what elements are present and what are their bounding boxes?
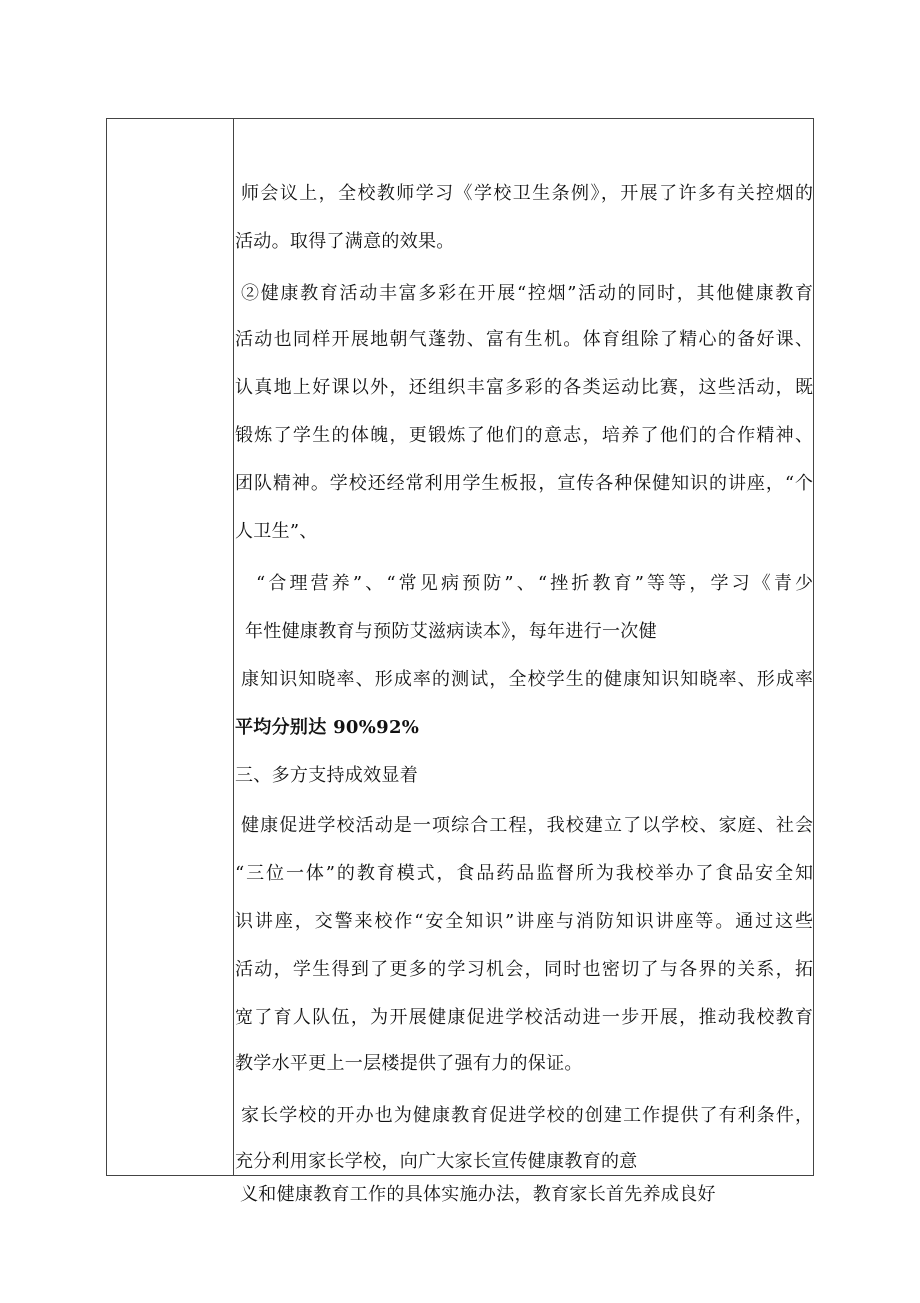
paragraph-line: 活动。取得了满意的效果。	[235, 231, 455, 252]
paragraph-line: 年性健康教育与预防艾滋病读本》，每年进行一次健	[245, 621, 657, 642]
paragraph-line: 识讲座，交警来校作“安全知识”讲座与消防知识讲座等。通过这些	[235, 911, 813, 932]
paragraph-line: 锻炼了学生的体魄，更锻炼了他们的意志，培养了他们的合作精神、	[235, 425, 813, 446]
paragraph-line: 师会议上，全校教师学习《学校卫生条例》，开展了许多有关控烟的	[241, 183, 813, 204]
paragraph-line: 活动，学生得到了更多的学习机会，同时也密切了与各界的关系，拓	[235, 959, 813, 980]
paragraph-line: 家长学校的开办也为健康教育促进学校的创建工作提供了有利条件，	[241, 1105, 813, 1126]
paragraph-line: 团队精神。学校还经常利用学生板报，宣传各种保健知识的讲座，“个	[235, 473, 813, 494]
paragraph-line: 活动也同样开展地朝气蓬勃、富有生机。体育组除了精心的备好课、	[235, 329, 813, 350]
paragraph-line: 认真地上好课以外，还组织丰富多彩的各类运动比赛，这些活动，既	[235, 377, 813, 398]
paragraph-line: “合理营养”、“常见病预防”、“挫折教育”等等，学习《青少	[256, 573, 813, 594]
paragraph-line: 人卫生”、	[235, 521, 318, 542]
paragraph-line: 充分利用家长学校，向广大家长宣传健康教育的意	[235, 1151, 638, 1172]
paragraph-line: 教学水平更上一层楼提供了强有力的保证。	[235, 1053, 583, 1074]
section-heading: 三、多方支持成效显着	[235, 765, 418, 786]
paragraph-line: 平均分别达 90%92%	[235, 717, 420, 738]
paragraph-line: ②健康教育活动丰富多彩在开展“控烟”活动的同时，其他健康教育	[241, 283, 813, 304]
paragraph-line: 健康促进学校活动是一项综合工程，我校建立了以学校、家庭、社会	[241, 815, 813, 836]
paragraph-line: “三位一体”的教育模式，食品药品监督所为我校举办了食品安全知	[235, 863, 813, 884]
paragraph-line: 康知识知晓率、形成率的测试，全校学生的健康知识知晓率、形成率	[241, 669, 813, 690]
table-column-divider	[233, 119, 234, 1175]
paragraph-line: 宽了育人队伍，为开展健康促进学校活动进一步开展，推动我校教育	[235, 1007, 813, 1028]
overflow-paragraph-line: 义和健康教育工作的具体实施办法，教育家长首先养成良好	[240, 1184, 716, 1205]
